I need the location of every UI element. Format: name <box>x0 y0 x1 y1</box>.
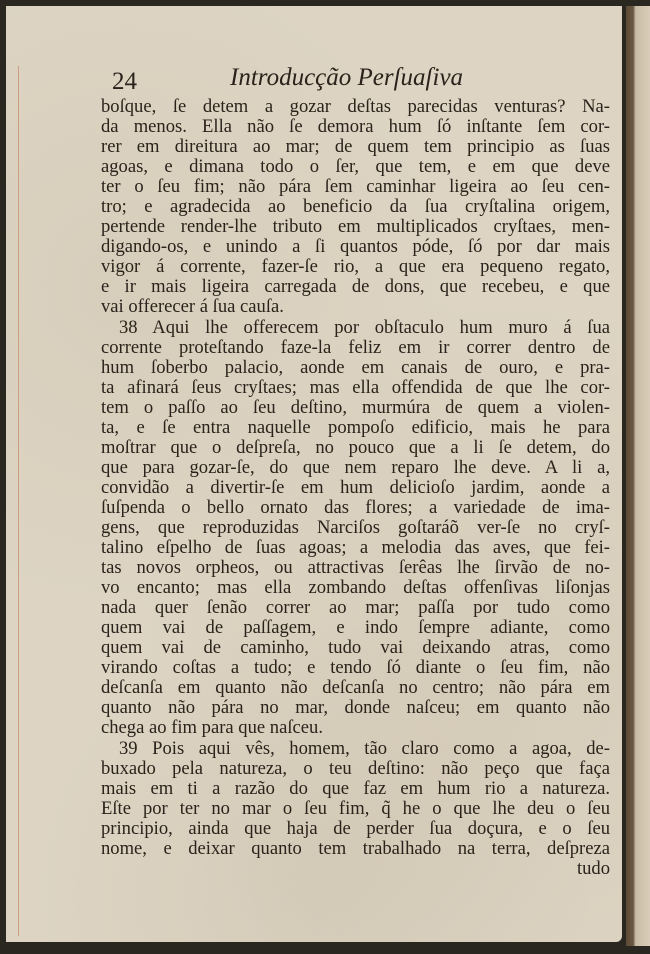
text-line: nome, e deixar quanto tem trabalhado na terra, deſpreza <box>101 837 610 859</box>
text-line: gens, que reproduzidas Narciſos goſtaráõ ver-ſe no cryſ- <box>101 516 610 538</box>
paragraph-start-line: 39 Pois aqui vês, homem, tão claro como a agoa, de- <box>119 737 610 759</box>
text-line: vo encanto; mas ella zombando deſtas offenſivas liſonjas <box>101 577 610 599</box>
facing-page-edge <box>626 6 650 946</box>
text-line: buxado pela natureza, o teu deſtino: não peço que faça <box>101 757 610 779</box>
text-line: talino eſpelho de ſuas agoas; a melodia das aves, que fei- <box>101 537 610 559</box>
text-line: virando coſtas a tudo; e tendo ſó diante o ſeu fim, não <box>101 657 610 679</box>
margin-rule <box>18 66 19 936</box>
running-head <box>112 64 472 100</box>
text-line: ta afinará ſeus cryſtaes; mas ella offendida de que lhe cor- <box>101 376 610 398</box>
text-line: e ir mais ligeira carregada de dons, que recebeu, e que <box>101 276 610 298</box>
text-line: tas novos orpheos, ou attractivas ſerêas lhe ſirvão de no- <box>101 557 610 579</box>
text-line: corrente proteſtando faze-la feliz em ir correr dentro de <box>101 336 610 358</box>
text-line: deſcanſa em quanto não deſcanſa no centro; não pára em <box>101 677 610 699</box>
text-line: hum ſoberbo palacio, aonde em canais de ouro, e pra- <box>101 356 610 378</box>
text-line: pertende render-lhe tributo em multiplicados cryſtaes, men- <box>101 216 610 238</box>
text-line: moſtrar que o deſpreſa, no pouco que a li ſe detem, do <box>101 436 610 458</box>
text-line: agoas, e dimana todo o ſer, que tem, e em que deve <box>101 156 610 178</box>
text-line: tem o paſſo ao ſeu deſtino, murmúra de quem a violen- <box>101 396 610 418</box>
text-line: ter o ſeu fim; não pára ſem caminhar ligeira ao ſeu cen- <box>101 176 610 198</box>
text-line: convidão a divertir-ſe em hum delicioſo jardim, aonde a <box>101 476 610 498</box>
text-line: nada quer ſenão correr ao mar; paſſa por tudo como <box>101 597 610 619</box>
text-line: ſuſpenda o bello ornato das flores; a variedade de ima- <box>101 496 610 518</box>
text-line: rer em direitura ao mar; de quem tem principio as ſuas <box>101 136 610 158</box>
text-line: digando-os, e unindo a ſi quantos póde, ſó por dar mais <box>101 236 610 258</box>
body-text <box>101 97 610 879</box>
text-line: vai offerecer á ſua cauſa. <box>101 296 284 318</box>
text-line: que para gozar-ſe, do que nem reparo lhe deve. A li a, <box>101 456 610 478</box>
text-line: chega ao fim para que naſceu. <box>101 717 323 739</box>
catchword: tudo <box>576 857 610 879</box>
text-line: ta, e ſe entra naquelle pompoſo edificio, mais he para <box>101 416 610 438</box>
text-line: boſque, ſe detem a gozar deſtas parecidas venturas? Na- <box>101 96 610 117</box>
text-line: vigor á corrente, fazer-ſe rio, a que era pequeno regato, <box>101 256 610 278</box>
text-line: quem vai de paſſagem, e indo ſempre adiante, como <box>101 617 610 639</box>
page-number: 24 <box>112 68 137 95</box>
text-line: tro; e agradecida ao beneficio da ſua cryſtalina origem, <box>101 196 610 218</box>
running-title: Introducção Perſuaſiva <box>230 64 464 91</box>
text-line: principio, ainda que haja de perder ſua doçura, e o ſeu <box>101 817 610 839</box>
text-line: mais em ti a razão do que faz em hum rio a natureza. <box>101 777 610 799</box>
text-line: quanto não pára no mar, donde naſceu; em quanto não <box>101 697 610 719</box>
paragraph-start-line: 38 Aqui lhe offerecem por obſtaculo hum muro á ſua <box>119 316 610 338</box>
text-line: quem vai de caminho, tudo vai deixando atras, como <box>101 637 610 659</box>
text-line: Eſte por ter no mar o ſeu fim, q̃ he o que lhe deu o ſeu <box>101 797 610 819</box>
text-line: da menos. Ella não ſe demora hum ſó inſtante ſem cor- <box>101 116 610 138</box>
